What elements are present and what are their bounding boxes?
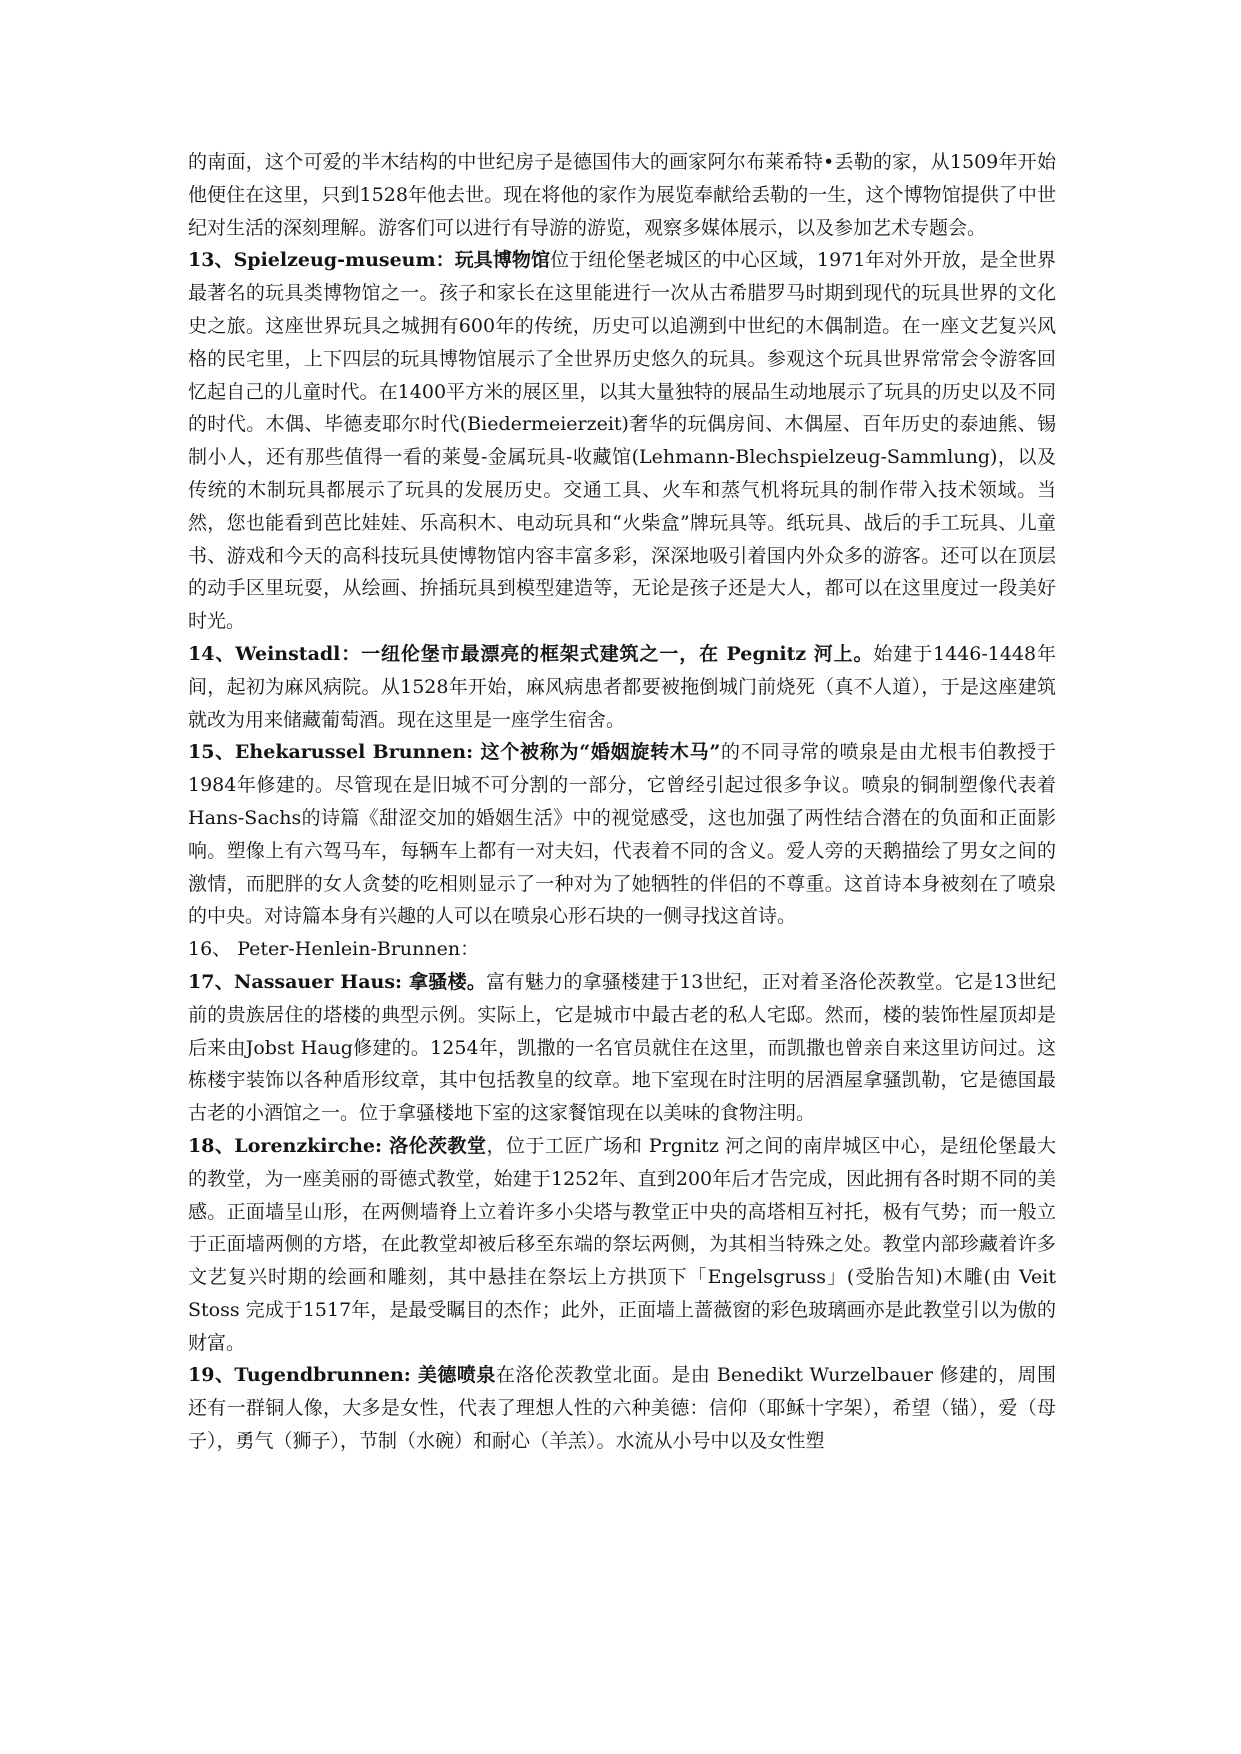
paragraph-text: 在洛伦茨教堂北面。是由 Benedikt Wurzelbauer 修建的，周围还有一群铜人像，大多是女性，代表了理想人性的六种美德：信仰（耶稣十字架），希望（锚），爱（母子），勇气（狮子），节制（水碗）和耐心（羊羔）。水流从小号中以及女性塑	[188, 1364, 1056, 1453]
document-page	[188, 146, 1056, 1458]
paragraph-heading: 19、Tugendbrunnen: 美德喷泉	[188, 1364, 496, 1387]
paragraph-lorenzkirche	[188, 1130, 1056, 1360]
paragraph-tugendbrunnen	[188, 1359, 1056, 1457]
paragraph-nassauer-haus	[188, 966, 1056, 1130]
paragraph-text: 的不同寻常的喷泉是由尤根韦伯教授于1984年修建的。尽管现在是旧城不可分割的一部分，它曾经引起过很多争议。喷泉的铜制塑像代表着 Hans-Sachs的诗篇《甜涩交加的婚姻生活》中的视觉感受，这也加强了两性结合潜在的负面和正面影响。塑像上有六驾马车，每辆车上都有一对夫妇，代表着不同的含义。爱人旁的天鹅描绘了男女之间的激情，而肥胖的女人贪婪的吃相则显示了一种对为了她牺牲的伴侣的不尊重。这首诗本身被刻在了喷泉的中央。对诗篇本身有兴趣的人可以在喷泉心形石块的一侧寻找这首诗。	[188, 741, 1056, 928]
paragraph-heading: 17、Nassauer Haus: 拿骚楼。	[188, 970, 487, 993]
paragraph-weinstadl	[188, 638, 1056, 736]
paragraph-text: 位于纽伦堡老城区的中心区域，1971年对外开放，是全世界最著名的玩具类博物馆之一。孩子和家长在这里能进行一次从古希腊罗马时期到现代的玩具世界的文化史之旅。这座世界玩具之城拥有600年的传统，历史可以追溯到中世纪的木偶制造。在一座文艺复兴风格的民宅里，上下四层的玩具博物馆展示了全世界历史悠久的玩具。参观这个玩具世界常常会令游客回忆起自己的儿童时代。在1400平方米的展区里，以其大量独特的展品生动地展示了玩具的历史以及不同的时代。木偶、毕德麦耶尔时代(Biedermeierzeit)奢华的玩偶房间、木偶屋、百年历史的泰迪熊、锡制小人，还有那些值得一看的莱曼-金属玩具-收藏馆(Lehmann-Blechspielzeug-Sammlung)，以及传统的木制玩具都展示了玩具的发展历史。交通工具、火车和蒸气机将玩具的制作带入技术领域。当然，您也能看到芭比娃娃、乐高积木、电动玩具和“火柴盒”牌玩具等。纸玩具、战后的手工玩具、儿童书、游戏和今天的高科技玩具使博物馆内容丰富多彩，深深地吸引着国内外众多的游客。还可以在顶层的动手区里玩耍，从绘画、拚插玩具到模型建造等，无论是孩子还是大人，都可以在这里度过一段美好时光。	[188, 249, 1056, 633]
paragraph-heading: 16、 Peter-Henlein-Brunnen：	[188, 938, 480, 961]
paragraph-text: 富有魅力的拿骚楼建于13世纪，正对着圣洛伦茨教堂。它是13世纪前的贵族居住的塔楼的典型示例。实际上，它是城市中最古老的私人宅邸。然而，楼的装饰性屋顶却是后来由Jobst Haug修建的。1254年，凯撒的一名官员就住在这里，而凯撒也曾亲自来这里访问过。这栋楼宇装饰以各种盾形纹章，其中包括教皇的纹章。地下室现在时注明的居酒屋拿骚凯勒，它是德国最古老的小酒馆之一。位于拿骚楼地下室的这家餐馆现在以美味的食物注明。	[188, 970, 1056, 1125]
paragraph-toy-museum	[188, 244, 1056, 638]
paragraph-heading: 14、Weinstadl：一纽伦堡市最漂亮的框架式建筑之一，在 Pegnitz 河上。	[188, 642, 874, 665]
paragraph-heading: 18、Lorenzkirche: 洛伦茨教堂	[188, 1134, 487, 1157]
paragraph-heading: 13、Spielzeug-museum：玩具博物馆	[188, 249, 551, 272]
paragraph-duerer-house	[188, 146, 1056, 244]
paragraph-heading: 15、Ehekarussel Brunnen: 这个被称为“婚姻旋转木马”	[188, 741, 721, 764]
paragraph-ehekarussel	[188, 736, 1056, 933]
paragraph-peter-henlein	[188, 933, 1056, 966]
paragraph-text: 始建于1446-1448年间，起初为麻风病院。从1528年开始，麻风病患者都要被拖倒城门前烧死（真不人道），于是这座建筑就改为用来储藏葡萄酒。现在这里是一座学生宿舍。	[188, 642, 1056, 731]
paragraph-text: ，位于工匠广场和 Prgnitz 河之间的南岸城区中心，是纽伦堡最大的教堂，为一座美丽的哥德式教堂，始建于1252年、直到200年后才告完成，因此拥有各时期不同的美感。正面墙呈山形，在两侧墙脊上立着许多小尖塔与教堂正中央的高塔相互衬托，极有气势；而一般立于正面墙两侧的方塔，在此教堂却被后移至东端的祭坛两侧，为其相当特殊之处。教堂内部珍藏着许多文艺复兴时期的绘画和雕刻，其中悬挂在祭坛上方拱顶下「Engelsgruss」(受胎告知)木雕(由 Veit Stoss 完成于1517年，是最受瞩目的杰作；此外，正面墙上蔷薇窗的彩色玻璃画亦是此教堂引以为傲的财富。	[188, 1134, 1056, 1354]
paragraph-text: 的南面，这个可爱的半木结构的中世纪房子是德国伟大的画家阿尔布莱希特•丢勒的家，从1509年开始他便住在这里，只到1528年他去世。现在将他的家作为展览奉献给丢勒的一生，这个博物馆提供了中世纪对生活的深刻理解。游客们可以进行有导游的游览，观察多媒体展示，以及参加艺术专题会。	[188, 151, 1056, 239]
